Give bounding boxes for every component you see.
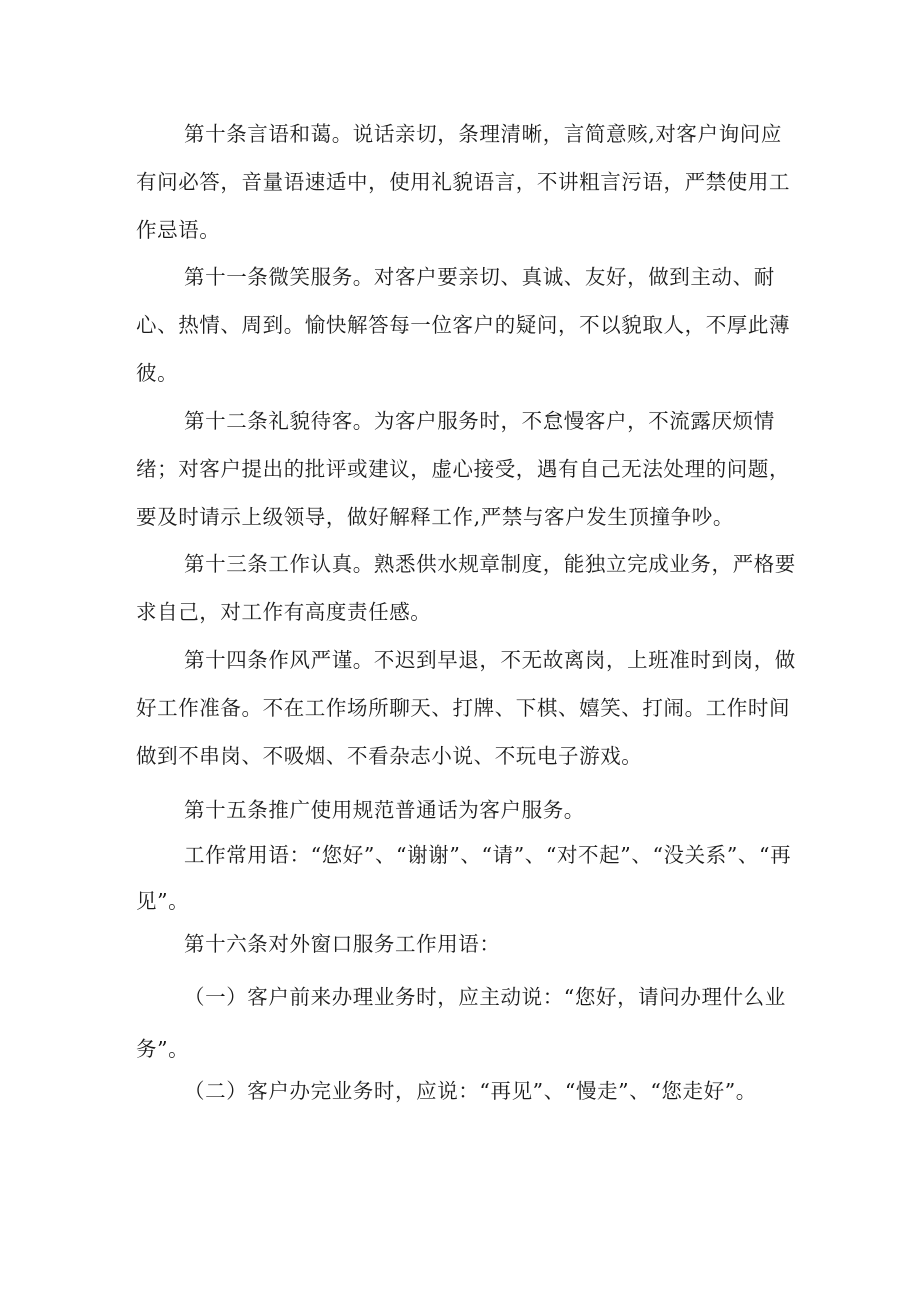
- article-10-paragraph: 第十条言语和蔼。说话亲切，条理清晰，言简意赅,对客户询问应有问必答，音量语速适中，使用礼貌语言，不讲粗言污语，严禁使用工作忌语。: [136, 122, 791, 242]
- article-12-paragraph: 第十二条礼貌待客。为客户服务时，不怠慢客户，不流露厌烦情绪；对客户提出的批评或建议，虚心接受，遇有自己无法处理的问题，要及时请示上级领导，做好解释工作,严禁与客户发生顶撞争吵。: [136, 409, 791, 529]
- article-13-paragraph: 第十三条工作认真。熟悉供水规章制度，能独立完成业务，严格要求自己，对工作有高度责任感。: [136, 552, 796, 624]
- article-16-paragraph: 第十六条对外窗口服务工作用语：: [184, 932, 501, 956]
- item-2-paragraph: （二）客户办完业务时，应说：“再见”、“慢走”、“您走好”。: [184, 1079, 757, 1103]
- common-phrases-paragraph: 工作常用语：“您好”、“谢谢”、“请”、“对不起”、“没关系”、“再见”。: [136, 843, 792, 913]
- article-11-paragraph: 第十一条微笑服务。对客户要亲切、真诚、友好，做到主动、耐心、热情、周到。愉快解答每一位客户的疑问，不以貌取人，不厚此薄彼。: [136, 265, 791, 385]
- item-1-paragraph: （一）客户前来办理业务时，应主动说：“您好，请问办理什么业务”。: [136, 985, 786, 1061]
- article-15-paragraph: 第十五条推广使用规范普通话为客户服务。: [184, 798, 585, 822]
- article-14-paragraph: 第十四条作风严谨。不迟到早退，不无故离岗，上班准时到岗，做好工作准备。不在工作场所聊天、打牌、下棋、嬉笑、打闹。工作时间做到不串岗、不吸烟、不看杂志小说、不玩电子游戏。: [136, 648, 796, 768]
